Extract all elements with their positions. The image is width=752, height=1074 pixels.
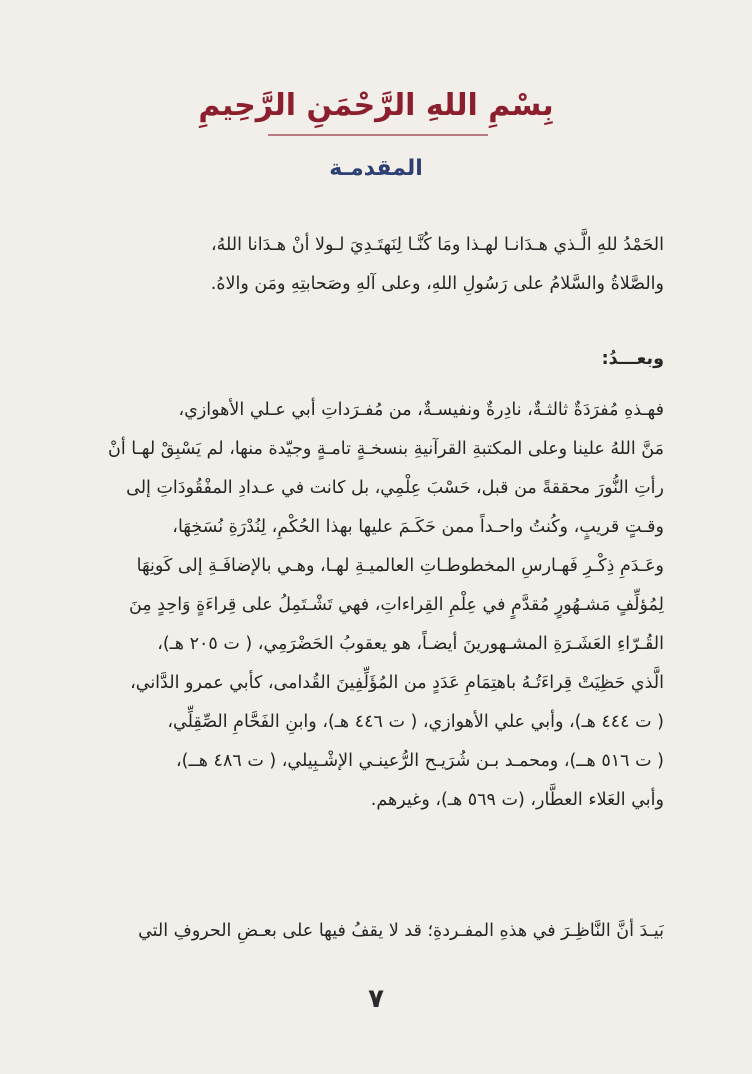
- text-line: فهـذهِ مُفرَدَةٌ ثالثـةٌ، نادِرةٌ ونفيسـةٌ، من مُفـرَداتِ أبي عـلي الأهوازي،: [178, 400, 664, 420]
- page-number: ٧: [368, 984, 384, 1014]
- baad-heading: [80, 340, 664, 379]
- text-line: ( ت ٤٤٤ هـ)، وأبي علي الأهوازي، ( ت ٤٤٦ هـ)، وابنِ الفَحَّامِ الصِّقِلِّي،: [167, 712, 664, 732]
- basmala-calligraphy: بِسْمِ اللهِ الرَّحْمَنِ الرَّحِيمِ: [198, 88, 554, 123]
- text-line: الَّذي حَظِيَتْ قِراءَتُـهُ باهتِمَامِ عَدَدٍ من المُؤَلِّفِينَ القُدامى، كأبي عمرو الدَّاني،: [130, 673, 664, 693]
- section-heading: المقدمـة: [329, 156, 423, 181]
- text-line: الحَمْدُ للهِ الَّـذي هـدَانـا لهـذا ومَا كُنَّـا لِنَهتَـدِيَ لـولا أنْ هـدَانا اللهُ،: [210, 235, 664, 255]
- text-line: وبعـــدُ:: [601, 349, 664, 369]
- text-line: مَنَّ اللهُ علينا وعلى المكتبةِ القرآنيةِ بنسخـةٍ تامـةٍ وجيّدة منها، لم يَسْبِقْ لهـا أنْ: [108, 439, 664, 459]
- text-line: ( ت ٥١٦ هــ)، ومحمـد بـن شُرَيـح الرُّعينـي الإشْـبِيلي، ( ت ٤٨٦ هــ)،: [176, 751, 664, 771]
- intro-paragraph: [80, 226, 664, 304]
- text-line: وعَـدَمِ ذِكْـرِ فَهـارسِ المخطوطـاتِ العالميـةِ لهـا، وهـي بالإضافَـةِ إلى كَونِهَا: [136, 556, 664, 576]
- text-line: والصَّلاةُ والسَّلامُ على رَسُولِ اللهِ، وعلى آلهِ وصَحابتِهِ ومَن والاهُ.: [210, 274, 664, 294]
- text-line: وقـتٍ قريبٍ، وكُنتُ واحـداً ممن حَكَـمَ عليها بهذا الحُكْمِ، لِنُدْرَةِ نُسَخِهَا،: [172, 517, 664, 537]
- text-line: القُـرّاءِ العَشَـرَةِ المشـهورينَ أيضـاً، هو يعقوبُ الحَضْرَمِي، ( ت ٢٠٥ هـ)،: [157, 634, 664, 654]
- basmala-underline: [268, 134, 488, 136]
- body-paragraph: [80, 391, 664, 820]
- text-line: لِمُؤلِّفٍ مَشـهُورٍ مُقدَّمٍ في عِلْمِ القِراءاتِ، فهي تَشْـتَمِلُ على قِراءَةٍ وَاحِدٍ مِنَ: [128, 595, 664, 615]
- text-line: وأبي العَلاء العطَّار، (ت ٥٦٩ هـ)، وغيرهم.: [370, 790, 664, 810]
- closing-paragraph: [80, 912, 664, 951]
- text-line: بَيـدَ أنَّ النَّاظِـرَ في هذهِ المفـردةِ؛ قد لا يقفُ فيها على بعـضِ الحروفِ التي: [138, 921, 664, 941]
- text-line: رأتِ النُّورَ محققةً من قبل، حَسْبَ عِلْمِي، بل كانت في عـدادِ المفْقُودَاتِ إلى: [126, 478, 664, 498]
